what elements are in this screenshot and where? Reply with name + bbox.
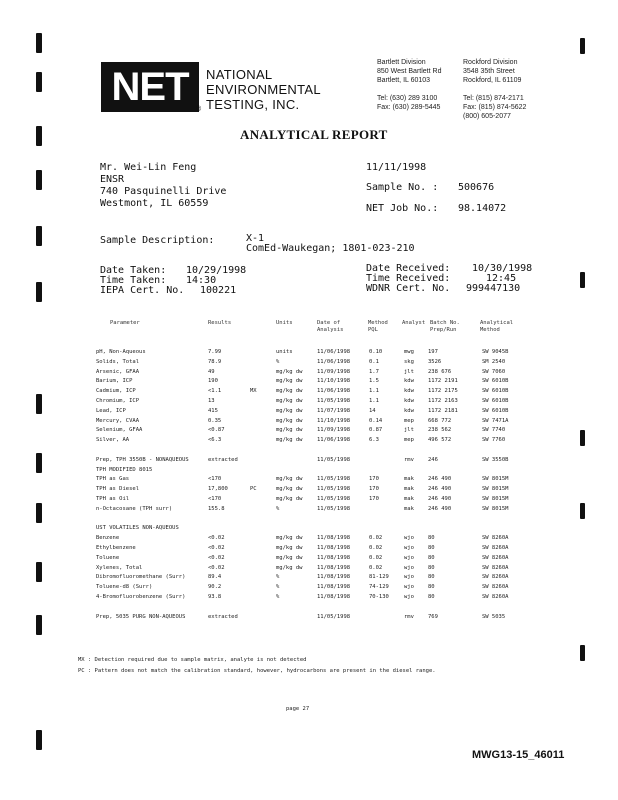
col-header-analyst: Analyst [402,320,426,326]
cell-units: mg/kg dw [276,407,303,414]
cell-method: SW 3550B [482,456,509,463]
cell-pql: 0.1 [369,358,379,365]
company-logo: NET [111,65,189,109]
cell-pql: 170 [369,496,379,502]
cell-batch: 1172 2163 [428,398,458,404]
cell-units: mg/kg dw [276,417,303,424]
time-taken-value: 14:30 [186,275,217,286]
cell-batch: 80 [428,574,435,581]
company-name-line: ENVIRONMENTAL [206,82,321,97]
time-received-value: 12:45 [486,273,517,284]
cell-analyst: kdw [404,378,414,385]
cell-param: Toluene [96,554,120,561]
cell-result: <1.1 [208,388,222,395]
cell-date: 11/08/1998 [317,584,351,591]
cell-units: % [276,594,280,600]
cell-pql: 170 [369,476,379,483]
cell-method: SW 8260A [482,564,509,571]
cell-batch: 80 [428,535,435,542]
cell-param: UST VOLATILES NON-AQUEOUS [96,525,179,532]
cell-pql: 0.87 [369,427,383,434]
cell-param: Silver, AA [96,437,130,444]
col-header-method-pql: Method PQL [368,320,388,333]
cell-date: 11/06/1998 [317,349,351,355]
cell-batch: 668 772 [428,417,452,424]
cell-date: 11/08/1998 [317,554,351,561]
punch-hole [36,170,42,190]
cell-param: Prep, TPH 3550B - NONAQUEOUS [96,456,189,463]
company-name [206,67,321,112]
cell-units: % [276,584,280,591]
cell-analyst: mak [404,496,414,502]
address-line: Tel: (815) 874-2171 [463,95,524,102]
cell-param: Dibromofluoromethane (Surr) [96,574,186,581]
cell-result: 7.99 [208,349,222,355]
cell-param: Cadmium, ICP [96,388,136,395]
cell-batch: 246 490 [428,496,452,502]
address-line: Tel: (630) 289 3100 [377,95,438,102]
time-received-label: Time Received: [366,273,451,284]
cell-pql: 1.7 [369,368,379,375]
time-taken-label: Time Taken: [100,275,167,286]
cell-batch: 246 490 [428,486,452,493]
cell-date: 11/06/1998 [317,358,351,365]
cell-batch: 246 490 [428,505,452,512]
cell-method: SW 8015M [482,486,509,493]
cell-pql: 6.3 [369,437,379,444]
cell-units: mg/kg dw [276,368,303,375]
col-header-analytical-method: Analytical Method [480,320,514,333]
cell-analyst: rmv [404,613,414,620]
punch-hole [36,615,42,635]
cell-param: TPH as Oil [96,496,130,502]
cell-flag: PC [250,486,257,493]
cell-analyst: mep [404,437,414,444]
punch-hole [36,730,42,750]
cell-param: Solids, Total [96,358,140,365]
address-line: 3548 35th Street [463,68,515,75]
punch-hole [36,562,42,582]
cell-analyst: mak [404,505,414,512]
iepa-cert-value: 100221 [200,285,237,296]
punch-hole [36,126,42,146]
cell-analyst: wjo [404,584,414,591]
sample-description-label: Sample Description: [100,235,215,246]
punch-hole [36,72,42,92]
address-line [377,85,441,94]
cell-method: SW 8015M [482,476,509,483]
cell-date: 11/08/1998 [317,545,351,551]
cell-pql: 0.02 [369,545,383,551]
cell-date: 11/10/1998 [317,417,351,424]
punch-hole [36,394,42,414]
addressee-line: Mr. Wei-Lin Feng [100,162,197,173]
cell-pql: 0.10 [369,349,383,355]
addressee-line: Westmont, IL 60559 [100,198,209,209]
cell-pql: 74-129 [369,584,389,591]
cell-method: SW 8015M [482,496,509,502]
cell-pql: 81-129 [369,574,389,581]
address-line: Bartlett, IL 60103 [377,77,431,84]
cell-method: SW 7740 [482,427,506,434]
punch-hole [36,453,42,473]
cell-batch: 496 572 [428,437,452,444]
address-line: 850 West Bartlett Rd [377,68,442,75]
col-header-results: Results [208,320,232,326]
address-line: Rockford, IL 61109 [463,77,522,84]
address-line: Fax: (815) 874-5622 [463,104,527,111]
cell-analyst: wjo [404,535,414,542]
cell-result: extracted [208,456,238,463]
cell-units: mg/kg dw [276,476,303,483]
cell-batch: 1172 2181 [428,407,458,414]
address-line: Rockford Division [463,59,518,66]
col-header-parameter: Parameter [110,320,140,326]
cell-batch: 80 [428,554,435,561]
job-no-label: NET Job No.: [366,203,439,214]
cell-units: mg/kg dw [276,378,303,385]
cell-date: 11/08/1998 [317,564,351,571]
cell-batch: 1172 2191 [428,378,458,385]
cell-param: Mercury, CVAA [96,417,140,424]
cell-method: SW 7060 [482,368,506,375]
cell-date: 11/09/1998 [317,368,351,375]
cell-analyst: mak [404,486,414,493]
cell-param: Xylenes, Total [96,564,143,571]
cell-date: 11/09/1998 [317,427,351,434]
punch-hole [36,33,42,53]
addressee-line: 740 Pasquinelli Drive [100,186,227,197]
cell-result: <170 [208,476,222,483]
footnote-mx: MX : Detection required due to sample matrix, analyte is not detected [78,657,307,663]
sample-no-label: Sample No. : [366,182,439,193]
cell-param: Arsenic, GFAA [96,368,140,375]
address-line: Fax: (630) 289-5445 [377,104,441,111]
cell-units: mg/kg dw [276,554,303,561]
cell-analyst: jlt [404,427,414,434]
cell-method: SW 8015M [482,505,509,512]
punch-hole [580,430,585,446]
cell-method: SW 6010B [482,398,509,404]
cell-param: Lead, ICP [96,407,126,414]
cell-method: SW 6010B [482,407,509,414]
cell-method: SM 2540 [482,358,506,365]
cell-analyst: wjo [404,564,414,571]
cell-method: SW 8260A [482,554,509,561]
cell-analyst: kdw [404,388,414,395]
cell-result: 49 [208,368,215,375]
cell-units: % [276,574,280,581]
cell-units: mg/kg dw [276,427,303,434]
punch-hole [36,503,42,523]
cell-pql: 0.02 [369,535,383,542]
cell-batch: 246 [428,456,438,463]
cell-method: SW 6010B [482,378,509,385]
cell-method: SW 8260A [482,574,509,581]
report-title: ANALYTICAL REPORT [240,127,388,142]
cell-units: mg/kg dw [276,398,303,404]
cell-units: mg/kg dw [276,564,303,571]
document-id: MWG13-15_46011 [472,749,565,761]
address-line: (800) 605-2077 [463,113,511,120]
cell-pql: 1.1 [369,398,379,404]
job-no-value: 98.14072 [458,203,507,214]
punch-hole [580,645,585,661]
col-header-units: Units [276,320,293,326]
cell-date: 11/06/1998 [317,388,351,395]
cell-result: <0.87 [208,427,225,434]
cell-date: 11/05/1998 [317,486,351,493]
cell-units: mg/kg dw [276,437,303,444]
cell-param: TPH as Diesel [96,486,140,493]
cell-result: extracted [208,613,238,620]
footnote-pc: PC : Pattern does not match the calibration standard, however, hydrocarbons are present in the diesel range. [78,668,436,674]
cell-param: TPH MODIFIED 8015 [96,466,153,473]
cell-analyst: kdw [404,407,414,414]
cell-method: SW 8260A [482,545,509,551]
cell-analyst: skg [404,358,414,365]
cell-date: 11/05/1998 [317,398,351,404]
cell-date: 11/08/1998 [317,574,351,581]
cell-date: 11/06/1998 [317,437,351,444]
cell-method: SW 8260A [482,584,509,591]
cell-pql: 70-130 [369,594,389,600]
sample-description-line2: ComEd-Waukegan; 1801-023-210 [246,243,415,254]
cell-param: Toluene-d8 (Surr) [96,584,153,591]
address-line [463,85,526,94]
cell-result: 17,800 [208,486,228,493]
cell-analyst: kdw [404,398,414,404]
cell-flag: MX [250,388,257,395]
cell-batch: 246 490 [428,476,452,483]
cell-result: <170 [208,496,222,502]
cell-result: <0.02 [208,545,225,551]
cell-date: 11/05/1998 [317,613,351,620]
cell-pql: 0.02 [369,564,383,571]
cell-units: units [276,349,293,355]
cell-date: 11/05/1998 [317,496,351,502]
sample-description-line1: X-1 [246,233,265,244]
cell-analyst: jlt [404,368,414,375]
wdnr-cert-label: WDNR Cert. No. [366,283,451,294]
registered-mark: ® [196,106,202,113]
cell-analyst: mak [404,476,414,483]
cell-date: 11/07/1998 [317,407,351,414]
cell-date: 11/10/1998 [317,378,351,385]
cell-units: mg/kg dw [276,486,303,493]
cell-result: 190 [208,378,218,385]
cell-result: <0.02 [208,564,225,571]
address-line: Bartlett Division [377,59,426,66]
cell-date: 11/08/1998 [317,535,351,542]
cell-method: SW 9045B [482,349,509,355]
cell-param: 4-Bromofluorobenzene (Surr) [96,594,186,600]
cell-result: 93.8 [208,594,222,600]
cell-analyst: wjo [404,545,414,551]
cell-pql: 14 [369,407,376,414]
cell-method: SW 5035 [482,613,506,620]
punch-hole [36,282,42,302]
cell-method: SW 7471A [482,417,509,424]
cell-analyst: rmv [404,456,414,463]
cell-batch: 80 [428,584,435,591]
cell-units: % [276,358,280,365]
cell-result: 89.4 [208,574,222,581]
cell-batch: 197 [428,349,438,355]
company-name-line: NATIONAL [206,67,273,82]
cell-batch: 80 [428,545,435,551]
cell-date: 11/05/1998 [317,505,351,512]
cell-batch: 1172 2175 [428,388,458,395]
punch-hole [580,503,585,519]
cell-batch: 80 [428,594,435,600]
cell-result: 0.35 [208,417,222,424]
cell-units: mg/kg dw [276,545,303,551]
company-name-line: TESTING, INC. [206,97,300,112]
bartlett-division-address [377,58,441,112]
cell-param: Barium, ICP [96,378,133,385]
cell-param: Chromium, ICP [96,398,140,404]
cell-result: <0.02 [208,535,225,542]
cell-result: <0.02 [208,554,225,561]
cell-method: SW 6010B [482,388,509,395]
cell-batch: 3526 [428,358,442,365]
cell-units: mg/kg dw [276,535,303,542]
date-received-value: 10/30/1998 [472,263,533,274]
cell-analyst: wjo [404,554,414,561]
cell-analyst: mep [404,417,414,424]
date-received-label: Date Received: [366,263,451,274]
date-taken-label: Date Taken: [100,265,167,276]
cell-method: SW 7760 [482,437,506,444]
col-header-batch-no: Batch No. Prep/Run [430,320,460,333]
cell-method: SW 8260A [482,594,509,600]
cell-param: TPH as Gas [96,476,130,483]
cell-method: SW 8260A [482,535,509,542]
cell-units: % [276,505,280,512]
cell-param: Ethylbenzene [96,545,136,551]
cell-date: 11/05/1998 [317,476,351,483]
iepa-cert-label: IEPA Cert. No. [100,285,185,296]
cell-pql: 170 [369,486,379,493]
cell-pql: 1.5 [369,378,379,385]
cell-units: mg/kg dw [276,388,303,395]
cell-batch: 80 [428,564,435,571]
date-taken-value: 10/29/1998 [186,265,247,276]
wdnr-cert-value: 999447130 [466,283,521,294]
cell-analyst: wjo [404,594,414,600]
sample-no-value: 500676 [458,182,495,193]
page-number: page 27 [286,706,310,712]
cell-batch: 238 562 [428,427,452,434]
cell-pql: 1.1 [369,388,379,395]
cell-pql: 0.14 [369,417,383,424]
cell-pql: 0.02 [369,554,383,561]
cell-result: 155.8 [208,505,225,512]
punch-hole [580,272,585,288]
report-date: 11/11/1998 [366,162,427,173]
col-header-date-of-analysis: Date of Analysis [317,320,344,333]
addressee-line: ENSR [100,174,125,185]
cell-units: mg/kg dw [276,496,303,502]
punch-hole [36,226,42,246]
punch-hole [580,38,585,54]
cell-result: 13 [208,398,215,404]
rockford-division-address [463,58,526,121]
cell-result: 90.2 [208,584,222,591]
addressee-block [100,162,226,210]
cell-analyst: mwg [404,349,414,355]
cell-param: Selenium, GFAA [96,427,143,434]
cell-result: 415 [208,407,218,414]
cell-param: n-Octacosane (TPH surr) [96,505,173,512]
cell-date: 11/05/1998 [317,456,351,463]
cell-param: Prep, 5035 PURG NON-AQUEOUS [96,613,186,620]
cell-param: Benzene [96,535,120,542]
cell-batch: 769 [428,613,438,620]
cell-result: <6.3 [208,437,222,444]
cell-date: 11/08/1998 [317,594,351,600]
cell-param: pH, Non-Aqueous [96,349,146,355]
cell-analyst: wjo [404,574,414,581]
cell-result: 78.9 [208,358,222,365]
cell-batch: 238 676 [428,368,452,375]
